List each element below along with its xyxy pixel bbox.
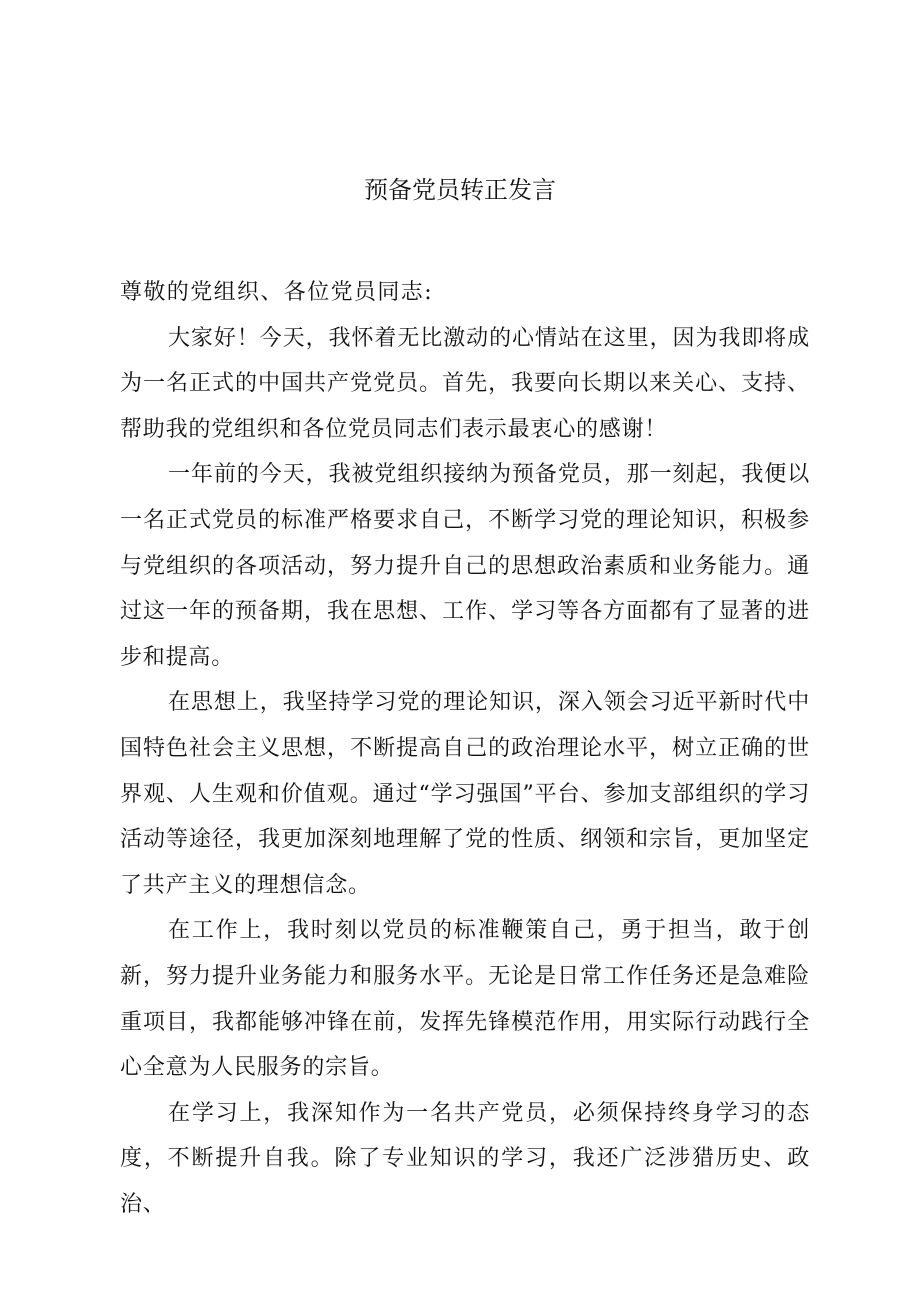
- paragraph-work: 在工作上，我时刻以党员的标准鞭策自己，勇于担当，敢于创新，努力提升业务能力和服务水平。无论是日常工作任务还是急难险重项目，我都能够冲锋在前，发挥先锋模范作用，用实际行动践行全心全意为人民服务的宗旨。: [120, 918, 810, 1081]
- paragraph-greeting: 大家好！今天，我怀着无比激动的心情站在这里，因为我即将成为一名正式的中国共产党党员。首先，我要向长期以来关心、支持、帮助我的党组织和各位党员同志们表示最衷心的感谢！: [120, 325, 810, 442]
- paragraph-study: 在学习上，我深知作为一名共产党员，必须保持终身学习的态度，不断提升自我。除了专业知识的学习，我还广泛涉猎历史、政治、: [120, 1100, 810, 1217]
- paragraph-thought: 在思想上，我坚持学习党的理论知识，深入领会习近平新时代中国特色社会主义思想，不断提高自己的政治理论水平，树立正确的世界观、人生观和价值观。通过“学习强国”平台、参加支部组织的学习活动等途径，我更加深刻地理解了党的性质、纲领和宗旨，更加坚定了共产主义的理想信念。: [120, 690, 810, 898]
- document-body: [120, 270, 810, 1227]
- salutation: 尊敬的党组织、各位党员同志:: [120, 280, 434, 305]
- document-title: 预备党员转正发言: [364, 176, 556, 204]
- paragraph-overview: 一年前的今天，我被党组织接纳为预备党员，那一刻起，我便以一名正式党员的标准严格要求自己，不断学习党的理论知识，积极参与党组织的各项活动，努力提升自己的思想政治素质和业务能力。通过这一年的预备期，我在思想、工作、学习等各方面都有了显著的进步和提高。: [120, 462, 810, 670]
